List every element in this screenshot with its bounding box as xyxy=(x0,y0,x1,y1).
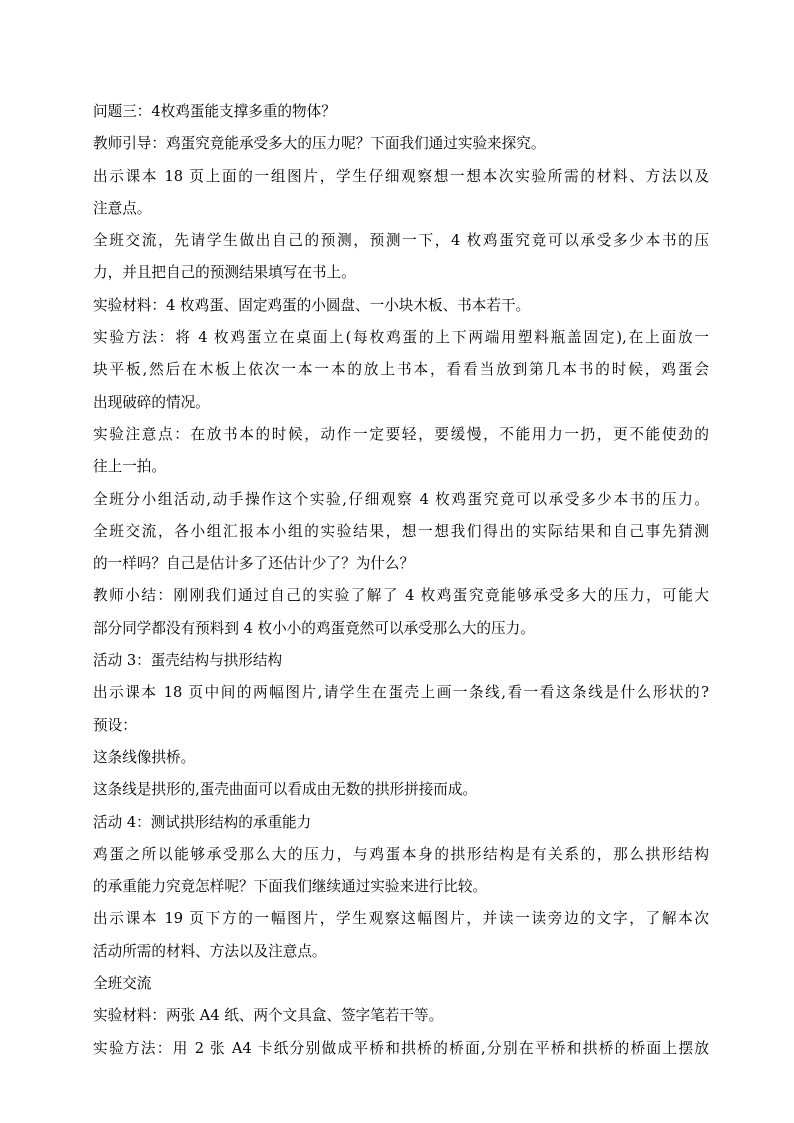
text-line: 全班交流，先请学生做出自己的预测，预测一下，4 枚鸡蛋究竟可以承受多少本书的压 xyxy=(93,232,709,250)
text-line: 活动 4：测试拱形结构的承重能力 xyxy=(93,813,312,831)
text-line: 这条线像拱桥。 xyxy=(93,748,196,766)
text-line: 活动所需的材料、方法以及注意点。 xyxy=(93,942,327,960)
text-line: 出示课本 18 页上面的一组图片，学生仔细观察想一想本次实验所需的材料、方法以及 xyxy=(93,167,709,185)
document-page xyxy=(93,96,709,1065)
text-line: 活动 3：蛋壳结构与拱形结构 xyxy=(93,652,283,670)
text-line: 这条线是拱形的,蛋壳曲面可以看成由无数的拱形拼接而成。 xyxy=(93,781,478,799)
text-line: 鸡蛋之所以能够承受那么大的压力，与鸡蛋本身的拱形结构是有关系的，那么拱形结构 xyxy=(93,845,709,863)
text-line: 教师引导：鸡蛋究竟能承受多大的压力呢？下面我们通过实验来探究。 xyxy=(93,135,546,153)
text-line: 的一样吗？自己是估计多了还估计少了？为什么？ xyxy=(93,555,415,573)
text-line: 块平板,然后在木板上依次一本一本的放上书本，看看当放到第几本书的时候，鸡蛋会 xyxy=(93,361,709,379)
text-line: 实验材料：4 枚鸡蛋、固定鸡蛋的小圆盘、一小块木板、书本若干。 xyxy=(93,296,531,314)
text-line: 部分同学都没有预料到 4 枚小小的鸡蛋竟然可以承受那么大的压力。 xyxy=(93,619,535,637)
text-line: 出示课本 19 页下方的一幅图片，学生观察这幅图片，并读一读旁边的文字，了解本次 xyxy=(93,910,709,928)
text-line: 全班分小组活动,动手操作这个实验,仔细观察 4 枚鸡蛋究竟可以承受多少本书的压力。 xyxy=(93,490,709,508)
text-line: 出现破碎的情况。 xyxy=(93,393,210,411)
text-line: 教师小结：刚刚我们通过自己的实验了解了 4 枚鸡蛋究竟能够承受多大的压力，可能大 xyxy=(93,587,709,605)
text-line: 预设： xyxy=(93,716,137,734)
text-line: 出示课本 18 页中间的两幅图片,请学生在蛋壳上画一条线,看一看这条线是什么形状的? xyxy=(93,684,709,702)
text-line: 问题三：4枚鸡蛋能支撑多重的物体？ xyxy=(93,103,336,120)
text-line: 全班交流 xyxy=(93,975,152,993)
text-line: 注意点。 xyxy=(93,199,152,217)
text-line: 的承重能力究竟怎样呢？下面我们继续通过实验来进行比较。 xyxy=(93,878,488,896)
text-line: 实验材料：两张 A4 纸、两个文具盒、签字笔若干等。 xyxy=(93,1007,444,1025)
text-line: 实验方法：用 2 张 A4 卡纸分别做成平桥和拱桥的桥面,分别在平桥和拱桥的桥面上摆放 xyxy=(93,1039,709,1057)
text-line: 力，并且把自己的预测结果填写在书上。 xyxy=(93,264,356,282)
text-line: 全班交流，各小组汇报本小组的实验结果，想一想我们得出的实际结果和自己事先猜测 xyxy=(93,522,709,540)
text-line: 实验注意点：在放书本的时候，动作一定要轻，要缓慢，不能用力一扔，更不能使劲的 xyxy=(93,425,709,443)
text-line: 实验方法：将 4 枚鸡蛋立在桌面上(每枚鸡蛋的上下两端用塑料瓶盖固定),在上面放一 xyxy=(93,329,709,347)
text-line: 往上一拍。 xyxy=(93,458,166,476)
